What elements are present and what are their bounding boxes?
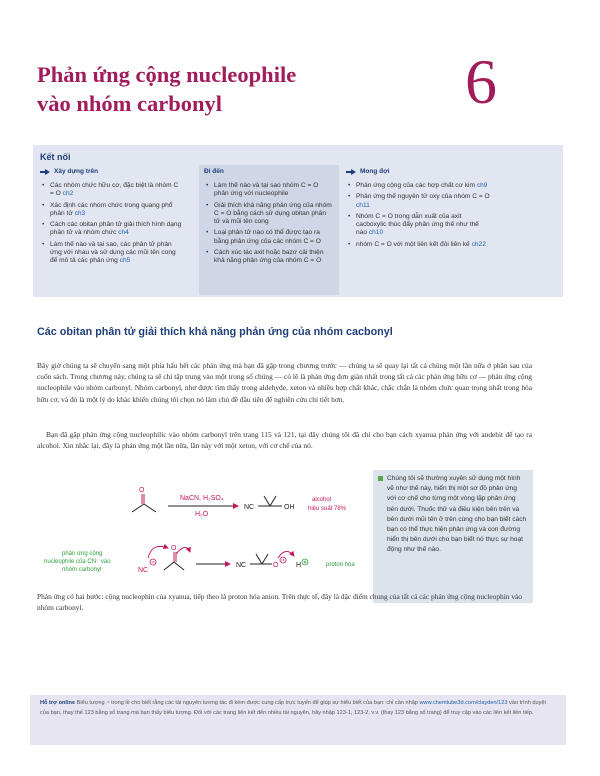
list-item: • Làm thế nào và tại sao nhóm C = O phản ứng với nucleophile <box>206 182 334 199</box>
curved-arrow <box>278 551 294 558</box>
chapter-ref-link[interactable]: ch11 <box>356 201 370 209</box>
yield-label-line1: alcohol <box>312 497 332 503</box>
list-item: • Giải thích khả năng phản ứng của nhóm C = O bằng cách sử dụng obitan phân tử và mũi tên cong <box>206 202 334 227</box>
oxygen-label: O <box>171 545 177 552</box>
cyanohydrin-product <box>244 496 295 511</box>
reaction-scheme <box>40 456 370 586</box>
body-paragraph-2: Bạn đã gặp phản ứng cộng nucleophilic vào nhóm carbonyl trên trang 115 và 121, tại đây chúng tôi đã chỉ cho bạn cách xyanua phản ứng với andehit để tạo ra alcohol. Xin nhắc lại, đây là phản ứng một lần nữa, lần này với một xeton, với cơ chế của nó. <box>37 430 532 451</box>
page-title <box>37 60 437 118</box>
proton-label: H <box>296 562 302 569</box>
ketone-structure <box>132 487 156 512</box>
note-marker-icon <box>378 476 383 481</box>
step-label-line2: nucleophile của CN⁻ vào <box>44 559 111 565</box>
alkoxide-intermediate <box>236 554 286 569</box>
yield-label-line2: hiệu suất 78% <box>308 506 347 512</box>
column-list-build-on <box>42 182 182 269</box>
column-list-go-to <box>206 182 334 269</box>
arrow-right-icon <box>40 169 50 175</box>
list-item: • Cách xúc tác axit hoặc bazơ cải thiện khả năng phản ứng của nhóm C = O <box>206 249 334 266</box>
protonation-label: proton hóa <box>326 562 355 568</box>
chapter-ref-link[interactable]: ch2 <box>62 190 74 198</box>
oxygen-label: O <box>273 562 279 569</box>
column-heading-go-to: Đi đến <box>204 168 224 175</box>
list-item: • Phản ứng cộng của các hợp chất cơ kim ch9 <box>348 182 490 190</box>
list-item: • Phản ứng thế nguyên tử oxy của nhóm C = O ch11 <box>348 193 490 210</box>
arrow-right-icon <box>346 169 356 175</box>
chapter-number: 6 <box>465 46 497 117</box>
nc-label: NC <box>244 504 255 511</box>
cyanide-label: NC <box>138 567 149 574</box>
list-item: • Loại phân tử nào có thể được tạo ra bằng phản ứng của các nhóm C = O <box>206 229 334 246</box>
column-heading-look-forward: Mong đợi <box>346 168 390 175</box>
list-item: • Làm thế nào và tại sao, các phân tử phản ứng với nhau và sử dụng các mũi tên cong để mô tả các phản ứng ch5 <box>42 241 182 266</box>
list-item: • nhóm C = O với một liên kết đôi liên kế ch22 <box>348 241 490 249</box>
reagents-label: NaCN, H₂SO₄ <box>180 495 224 502</box>
list-item: • Cách các obitan phân tử giải thích hình dạng phân tử và nhóm chức ch4 <box>42 221 182 238</box>
cyanide-nucleophile <box>138 559 156 574</box>
section-heading: Các obitan phân tử giải thích khả năng phản ứng của nhóm cacbonyl <box>37 326 393 338</box>
page-title-line2: vào nhóm carbonyl <box>37 91 223 116</box>
body-paragraph-3: Phản ứng có hai bước: cộng nucleophin của xyanua, tiếp theo là proton hóa anion. Trên thực tế, đây là đặc điểm chung của tất cả các phản ứng cộng nucleophin vào nhóm carbonyl. <box>37 592 522 613</box>
body-paragraph-1: Bây giờ chúng ta sẽ chuyển sang một phía hấu hết các phản ứng mà bạn đã gặp trong chương trước — chúng ta sẽ quay lại tất cả chúng một lần nữa ở phần sau của cuốn sách. Trong chương này, chúng ta sẽ chỉ tập trung vào một trong số chúng — có lẽ là phản ứng đơn giản nhất trong tất cả các phản ứng hữu cơ — phản ứng cộng nucleophile vào nhóm carbonyl. Nhóm carbonyl, như được tìm thấy trong aldehyde, xeton và nhiều hợp chất khác, chắc chắn là nhóm chức quan trọng nhất trong hóa hữu cơ, và đó là một lý do khác khiến chúng tôi chọn nó làm chủ đề đầu tiên để nghiên cứu chi tiết hơn. <box>37 361 532 404</box>
margin-note <box>373 470 533 603</box>
list-item: • Nhóm C = O trong dẫn xuất của axit cacboxylic thúc đẩy phản ứng thế như thế nào ch10 <box>348 213 490 238</box>
footer-label: Hỗ trợ online <box>40 700 76 706</box>
list-item: • Xác định các nhóm chức trong quang phổ phân tử ch3 <box>42 202 182 219</box>
footer-online-support: Hỗ trợ online Biểu tượng ◔ trong lề cho biết rằng các tài nguyên tương tác đi kèm được cung cấp trực tuyến để giúp sự hiểu biết của bạn: chỉ cần nhập www.chemtube3d.com/clayden/123 vào trình duyệt của bạn, thay thế 123 bằng số trang mà bạn thấy biểu tượng. Đối với các trang liên kết đến nhiều tài nguyên, hãy nhập 123-1, 123-2, v.v. (thay 123 bằng số trang) để truy cập vào các liên kết liên tiếp. <box>30 695 566 745</box>
chapter-ref-link[interactable]: ch10 <box>368 229 384 237</box>
chapter-ref-link[interactable]: ch3 <box>74 209 86 217</box>
oh-label: OH <box>284 504 295 511</box>
step-label-line3: nhóm carbonyl <box>62 567 102 573</box>
footer-url-link[interactable]: www.chemtube3d.com/clayden/123 <box>419 700 508 706</box>
chapter-ref-link[interactable]: ch22 <box>471 240 486 248</box>
online-resource-icon: ◔ <box>106 700 110 706</box>
list-item: • Các nhóm chức hữu cơ, đặc biệt là nhóm C = O ch2 <box>42 182 182 199</box>
oxygen-label: O <box>139 487 145 494</box>
chapter-ref-link[interactable]: ch9 <box>476 182 488 189</box>
step-label-line1: phản ứng cộng <box>62 551 103 557</box>
margin-note-text: Chúng tôi sẽ thường xuyên sử dụng một hình vẽ như thế này, hiển thị một sơ đồ phản ứng với cơ chế cho từng một vòng lặp phản ứng bên dưới. Thuốc thử và điều kiện bên trên và bên dưới mũi tên ở trên cùng cho bạn biết cách bạn có thể thực hiện phản ứng và con đường hiển thị bên dưới cho bạn biết nó thực sự hoạt động như thế nào. <box>387 475 527 554</box>
column-heading-build-on: Xây dựng trên <box>40 168 98 175</box>
column-list-look-forward <box>348 182 490 252</box>
nc-label: NC <box>236 562 247 569</box>
curved-arrow <box>176 547 190 554</box>
water-label: H₂O <box>195 511 209 518</box>
page-title-line1: Phản ứng cộng nucleophile <box>37 62 297 87</box>
connections-title: Kết nối <box>40 152 71 162</box>
chapter-ref-link[interactable]: ch4 <box>118 229 129 237</box>
curved-arrow <box>148 546 168 558</box>
chapter-ref-link[interactable]: ch5 <box>119 257 131 265</box>
